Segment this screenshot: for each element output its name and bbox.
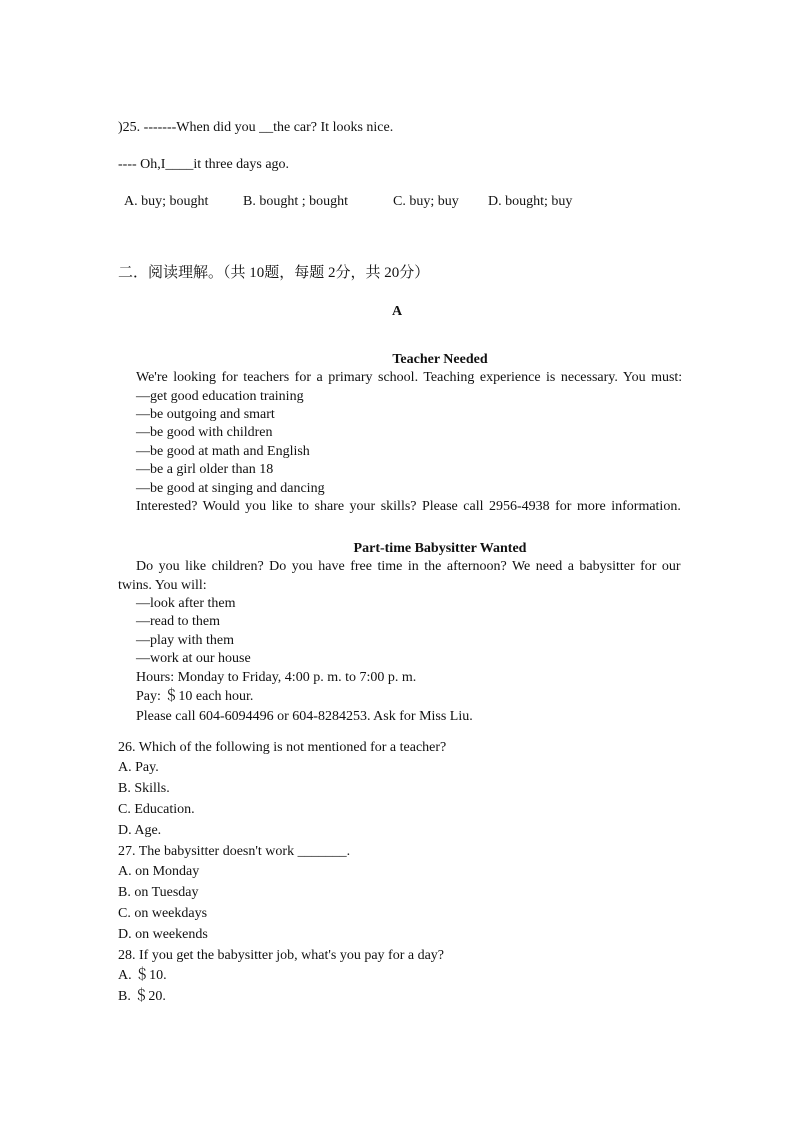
question-28-option-a: A. ＄10. [118,968,167,983]
question-27-option-b: B. on Tuesday [118,885,199,900]
question-26-option-d: D. Age. [118,823,162,838]
question-26-option-c: C. Education. [118,802,195,817]
question-25-option-a: A. buy; bought [124,194,209,209]
teacher-ad-title: Teacher Needed [392,352,488,367]
question-25-reply: ---- Oh,I____it three days ago. [118,157,290,172]
passage-label: A [391,304,403,319]
question-27-option-c: C. on weekdays [118,906,208,921]
question-27-option-d: D. on weekends [118,927,208,942]
question-25-stem: )25. -------When did you __the car? It looks nice. [118,120,394,135]
babysitter-duty: —work at our house [136,651,251,666]
question-26-option-a: A. Pay. [118,760,159,775]
babysitter-pay: Pay: ＄10 each hour. [136,689,254,704]
babysitter-duty: —play with them [136,633,234,648]
question-27-stem: 27. The babysitter doesn't work _______. [118,844,351,859]
babysitter-ad-intro-line2: twins. You will: [118,578,207,593]
question-28-option-b: B. ＄20. [118,989,166,1004]
babysitter-hours: Hours: Monday to Friday, 4:00 p. m. to 7:00 p. m. [136,670,417,685]
babysitter-duty: —look after them [136,596,236,611]
teacher-requirement: —be a girl older than 18 [136,462,274,477]
question-25-option-c: C. buy; buy [393,194,459,209]
question-25-option-b: B. bought ; bought [243,194,349,209]
question-28-stem: 28. If you get the babysitter job, what's you pay for a day? [118,948,444,963]
babysitter-duty: —read to them [136,614,220,629]
teacher-requirement: —get good education training [136,389,304,404]
teacher-requirement: —be good at singing and dancing [136,481,325,496]
section-heading: 二．阅读理解。（共 10题，每题 2分，共 20分） [118,265,430,281]
teacher-requirement: —be outgoing and smart [136,407,275,422]
teacher-requirement: —be good with children [136,425,273,440]
babysitter-ad-intro-line1: Do you like children? Do you have free time in the afternoon? We need a babysitter for our [136,559,681,574]
teacher-requirement: —be good at math and English [136,444,310,459]
question-25-option-d: D. bought; buy [488,194,573,209]
question-27-option-a: A. on Monday [118,864,200,879]
question-26-stem: 26. Which of the following is not mentioned for a teacher? [118,740,447,755]
babysitter-contact: Please call 604-6094496 or 604-8284253. Ask for Miss Liu. [136,709,473,724]
question-26-option-b: B. Skills. [118,781,170,796]
teacher-ad-closing: Interested? Would you like to share your skills? Please call 2956-4938 for more information. [136,499,681,514]
teacher-ad-intro: We're looking for teachers for a primary school. Teaching experience is necessary. You must: [136,370,683,385]
babysitter-ad-title: Part-time Babysitter Wanted [353,541,527,556]
